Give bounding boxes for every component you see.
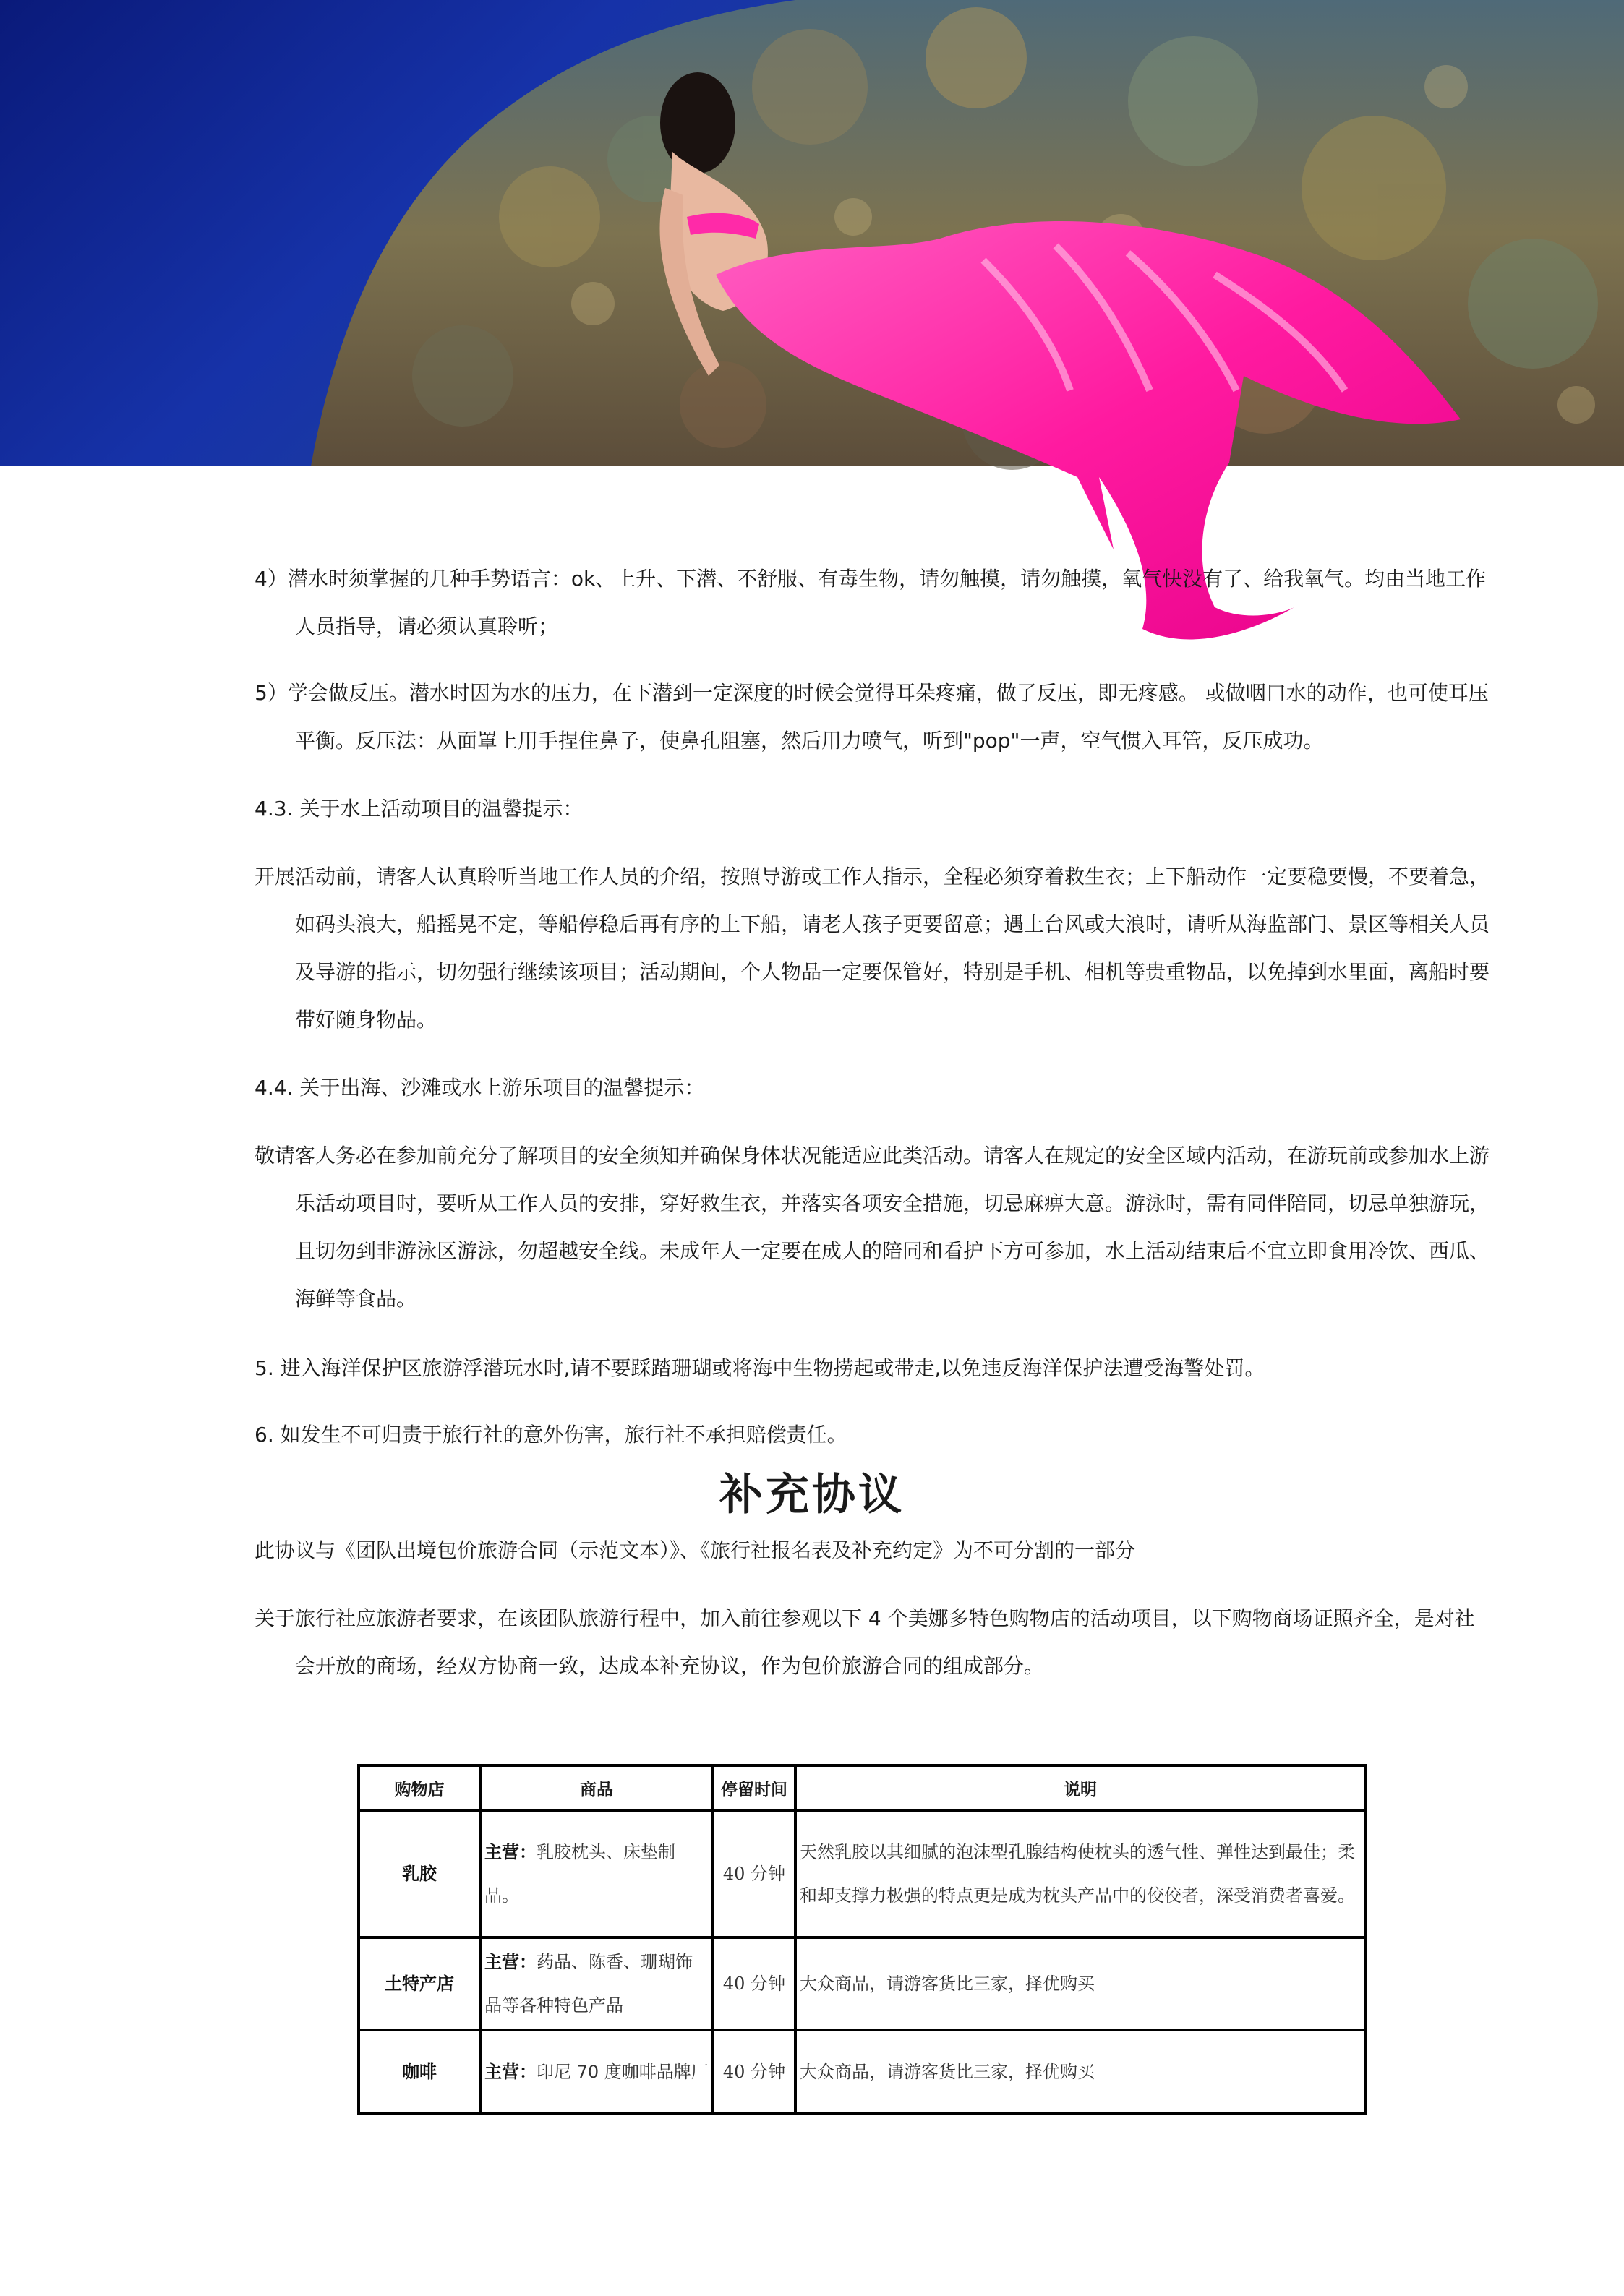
shop-name: 乳胶 [359,1810,480,1937]
goods-text: 印尼 70 度咖啡品牌厂 [537,2062,709,2082]
paragraph-equalize-pressure: 5）学会做反压。潜水时因为水的压力，在下潜到一定深度的时候会觉得耳朵疼痛，做了反压，即无疼感。 或做咽口水的动作，也可使耳压平衡。反压法：从面罩上用手捏住鼻子，使鼻孔阻塞，然后用力喷气，听到"pop"一声，空气惯入耳管，反压成功。 [255,681,1489,753]
table-header-row [359,1765,1365,1810]
header-shop: 购物店 [359,1765,480,1810]
supplement-title: 补充协议 [719,1470,905,1520]
description: 天然乳胶以其细腻的泡沫型孔腺结构使枕头的透气性、弹性达到最佳；柔和却支撑力极强的特点更是成为枕头产品中的佼佼者，深受消费者喜爱。 [795,1810,1365,1937]
description: 大众商品，请游客货比三家，择优购买 [795,1937,1365,2030]
table-row [359,1810,1365,1937]
table-row [359,2030,1365,2114]
goods-cell [480,2030,713,2114]
paragraph-beach-sea-tips: 敬请客人务必在参加前充分了解项目的安全须知并确保身体状况能适应此类活动。请客人在规定的安全区域内活动，在游玩前或参加水上游乐活动项目时，要听从工作人员的安排，穿好救生衣，并落实各项安全措施，切忌麻痹大意。游泳时，需有同伴陪同，切忌单独游玩，且切勿到非游泳区游泳，勿超越安全线。未成年人一定要在成人的陪同和看护下方可参加，水上活动结束后不宜立即食用冷饮、西瓜、海鲜等食品。 [255,1144,1490,1311]
shopping-table [357,1764,1367,2115]
description: 大众商品，请游客货比三家，择优购买 [795,2030,1365,2114]
goods-cell [480,1810,713,1937]
section-heading-4-3: 4.3. 关于水上活动项目的温馨提示： [255,797,584,821]
paragraph-water-activity-tips: 开展活动前，请客人认真聆听当地工作人员的介绍，按照导游或工作人指示，全程必须穿着救生衣；上下船动作一定要稳要慢，不要着急，如码头浪大，船摇晃不定，等船停稳后再有序的上下船，请老人孩子更要留意；遇上台风或大浪时，请听从海监部门、景区等相关人员及导游的指示，切勿强行继续该项目；活动期间，个人物品一定要保管好，特别是手机、相机等贵重物品，以免掉到水里面，离船时要带好随身物品。 [255,865,1490,1032]
goods-text: 乳胶枕头、床垫制品。 [484,1842,675,1906]
shop-name: 土特产店 [359,1937,480,2030]
paragraph-marine-protection: 5. 进入海洋保护区旅游浮潜玩水时,请不要踩踏珊瑚或将海中生物捞起或带走,以免违反海洋保护法遭受海警处罚。 [255,1356,1265,1380]
section-heading-4-4: 4.4. 关于出海、沙滩或水上游乐项目的温馨提示： [255,1076,705,1100]
paragraph-gesture-language: 4）潜水时须掌握的几种手势语言：ok、上升、下潜、不舒服、有毒生物，请勿触摸，请勿触摸，氧气快没有了、给我氧气。均由当地工作人员指导，请必须认真聆听； [255,567,1487,638]
header-goods: 商品 [480,1765,713,1810]
goods-cell [480,1937,713,2030]
goods-label: 主营： [484,2062,537,2082]
stay-time: 40 分钟 [713,2030,795,2114]
stay-time: 40 分钟 [713,1937,795,2030]
goods-label: 主营： [484,1952,537,1972]
supplement-intro: 此协议与《团队出境包价旅游合同（示范文本）》、《旅行社报名表及补充约定》为不可分割的一部分 [255,1538,1136,1562]
goods-text: 药品、陈香、珊瑚饰品等各种特色产品 [484,1952,693,2016]
header-stay-time: 停留时间 [713,1765,795,1810]
shop-name: 咖啡 [359,2030,480,2114]
paragraph-liability: 6. 如发生不可归责于旅行社的意外伤害，旅行社不承担赔偿责任。 [255,1423,847,1447]
table-row [359,1937,1365,2030]
goods-label: 主营： [484,1842,537,1862]
supplement-statement: 关于旅行社应旅游者要求，在该团队旅游行程中，加入前往参观以下 4 个美娜多特色购物店的活动项目，以下购物商场证照齐全，是对社会开放的商场，经双方协商一致，达成本补充协议，作为包价旅游合同的组成部分。 [255,1606,1475,1678]
header-description: 说明 [795,1765,1365,1810]
stay-time: 40 分钟 [713,1810,795,1937]
